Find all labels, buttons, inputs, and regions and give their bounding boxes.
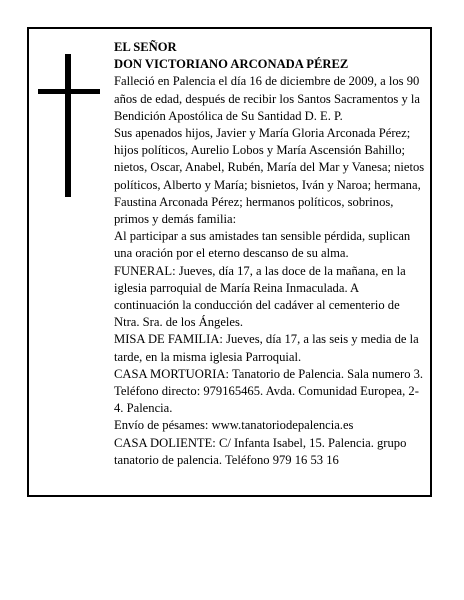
cross-horizontal-bar	[38, 89, 100, 94]
obituary-text	[114, 39, 426, 469]
death-announcement: Falleció en Palencia el día 16 de diciembre de 2009, a los 90 años de edad, después de recibir los Santos Sacramentos y la Bendición Apostólica de Su Santidad D. E. P.	[114, 74, 421, 123]
family-list: Sus apenados hijos, Javier y María Gloria Arconada Pérez; hijos políticos, Aurelio Lobos y María Ascensión Bahillo; nietos, Oscar, Anabel, Rubén, María del Mar y Vanesa; nietos políticos, Alberto y María; bisnietos, Iván y Naroa; hermana, Faustina Arconada Pérez; hermanos políticos, sobrinos, primos y demás familia:	[114, 126, 425, 227]
cross-icon	[38, 54, 100, 197]
cross-vertical-bar	[65, 54, 71, 197]
heading-title: EL SEÑOR	[114, 40, 177, 54]
funeral-info: FUNERAL: Jueves, día 17, a las doce de la mañana, en la iglesia parroquial de María Reina Inmaculada. A continuación la conducción del cadáver al cementerio de Ntra. Sra. de los Ángeles.	[114, 263, 406, 330]
condolences-info: Envío de pésames: www.tanatoriodepalencia.es	[114, 418, 354, 433]
prayer-request: Al participar a sus amistades tan sensible pérdida, suplican una oración por el eterno descanso de su alma.	[114, 229, 411, 261]
deceased-name: DON VICTORIANO ARCONADA PÉREZ	[114, 57, 349, 72]
family-mass-info: MISA DE FAMILIA: Jueves, día 17, a las seis y media de la tarde, en la misma iglesia Parroquial.	[114, 332, 419, 364]
mourning-house-info: CASA DOLIENTE: C/ Infanta Isabel, 15. Palencia. grupo tanatorio de palencia. Teléfono 979 16 53 16	[114, 435, 407, 467]
funeral-home-info: CASA MORTUORIA: Tanatorio de Palencia. Sala numero 3. Teléfono directo: 979165465. Avda. Comunidad Europea, 2-4. Palencia.	[114, 366, 424, 416]
